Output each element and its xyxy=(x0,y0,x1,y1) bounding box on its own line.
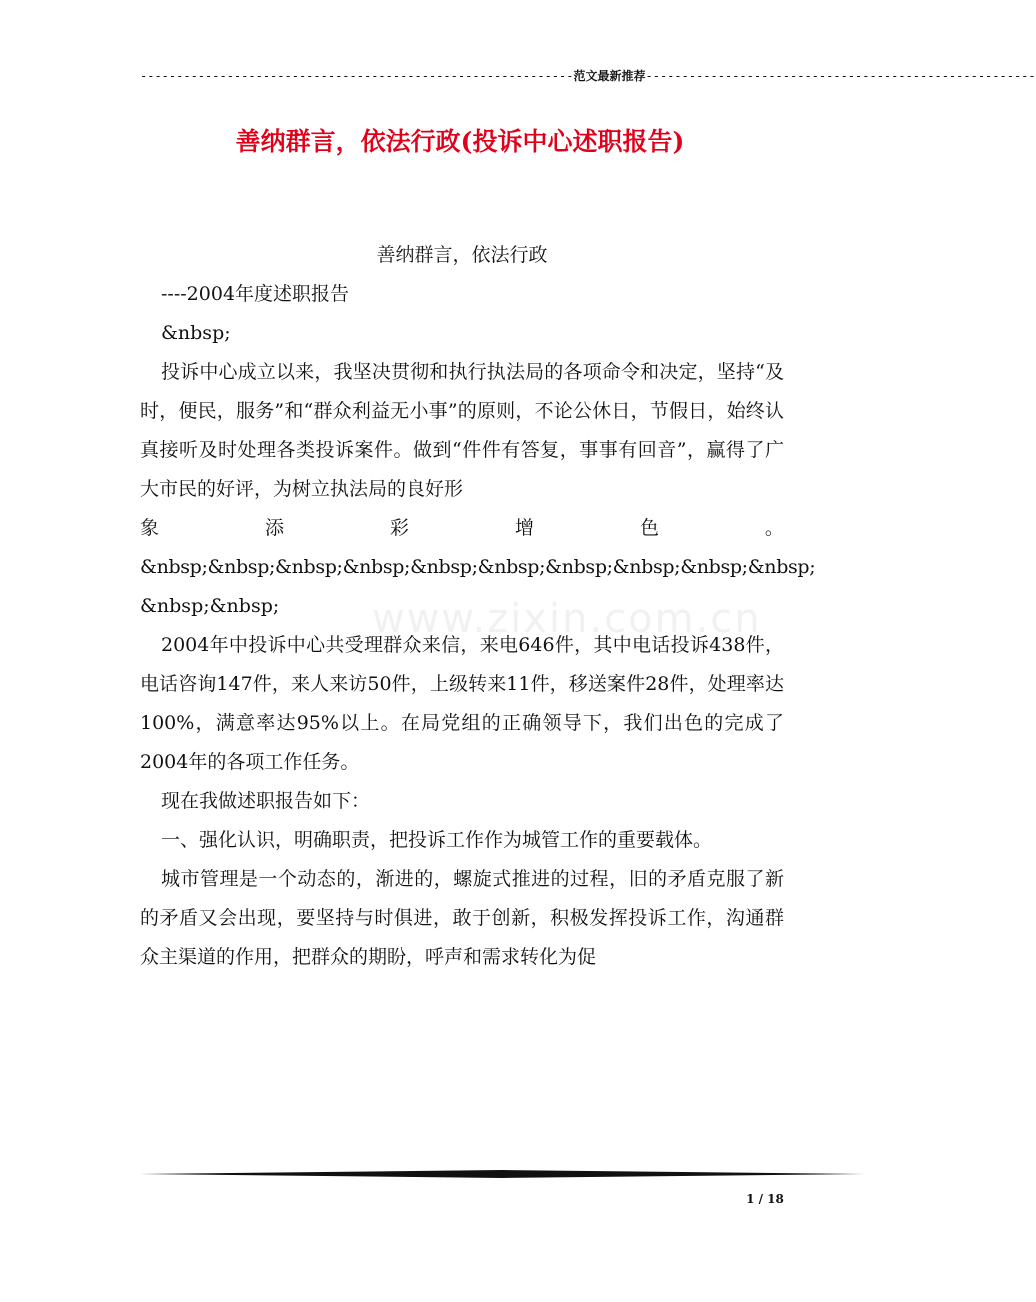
spread-line xyxy=(140,509,784,548)
spread-char: 色 xyxy=(639,517,659,539)
nbsp-run: &nbsp;&nbsp; xyxy=(140,595,280,617)
header-dashes-left: ------------------------------------------------------------ xyxy=(140,69,574,83)
spread-char: 象 xyxy=(140,517,160,539)
spread-char: 添 xyxy=(264,517,284,539)
document-body xyxy=(140,236,816,977)
spread-char: 。 xyxy=(764,517,784,539)
paragraph-report-intro: 现在我做述职报告如下： xyxy=(161,790,371,812)
page-number: 1 / 18 xyxy=(746,1192,784,1206)
watermark: www.zixin.com.cn xyxy=(372,596,762,642)
paragraph-stats: 2004年中投诉中心共受理群众来信，来电646件，其中电话投诉438件，电话咨询147件，来人来访50件，上级转来11件，移送案件28件，处理率达100%，满意率达95%以上。在局党组的正确领导下，我们出色的完成了2004年的各项工作任务。 xyxy=(140,634,784,773)
footer-rule xyxy=(140,1169,864,1179)
nbsp-line: &nbsp; xyxy=(161,322,231,344)
subtitle: 善纳群言，依法行政 xyxy=(376,244,548,266)
byline: ----2004年度述职报告 xyxy=(161,283,350,305)
nbsp-run: &nbsp;&nbsp;&nbsp;&nbsp;&nbsp;&nbsp;&nbsp;&nbsp;&nbsp;&nbsp; xyxy=(140,556,816,578)
spread-char: 彩 xyxy=(389,517,409,539)
header-dashes-right: ------------------------------------------------------ xyxy=(645,69,1036,83)
paragraph-intro: 投诉中心成立以来，我坚决贯彻和执行执法局的各项命令和决定，坚持“及时，便民，服务”和“群众利益无小事”的原则，不论公休日，节假日，始终认真接听及时处理各类投诉案件。做到“件件有答复，事事有回音”，赢得了广大市民的好评，为树立执法局的良好形 xyxy=(140,361,784,500)
section-heading-1: 一、强化认识，明确职责，把投诉工作作为城管工作的重要载体。 xyxy=(161,829,713,851)
page-header xyxy=(140,68,1036,84)
header-label: 范文最新推荐 xyxy=(573,69,646,83)
paragraph-section-1: 城市管理是一个动态的，渐进的，螺旋式推进的过程，旧的矛盾克服了新的矛盾又会出现，要坚持与时俱进，敢于创新，积极发挥投诉工作，沟通群众主渠道的作用，把群众的期盼，呼声和需求转化为促 xyxy=(140,868,784,968)
document-title: 善纳群言，依法行政(投诉中心述职报告) xyxy=(235,127,685,156)
spread-char: 增 xyxy=(514,517,534,539)
